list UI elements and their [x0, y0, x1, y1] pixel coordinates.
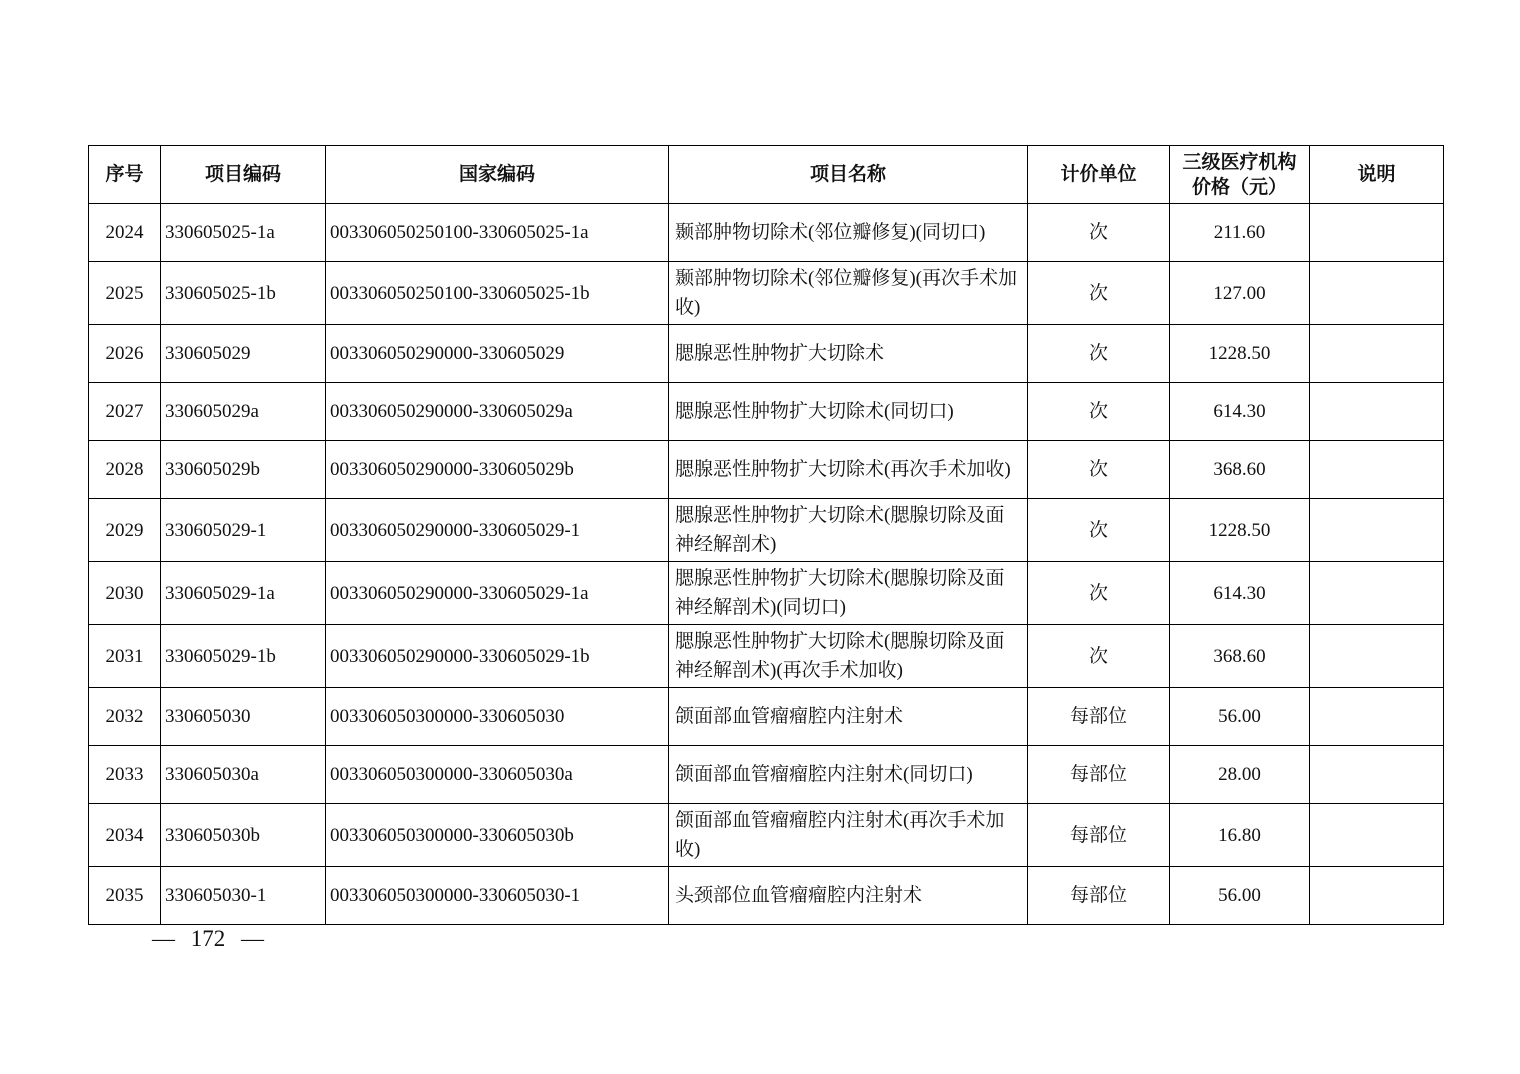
unit-cell: 次	[1028, 499, 1170, 562]
unit-cell: 次	[1028, 204, 1170, 262]
table-row	[89, 383, 1444, 441]
project-name-cell: 颌面部血管瘤瘤腔内注射术	[669, 688, 1028, 746]
national-code-cell: 003306050300000-330605030-1	[326, 867, 669, 925]
price-cell: 1228.50	[1170, 499, 1310, 562]
col-header-note: 说明	[1310, 146, 1444, 204]
unit-cell: 每部位	[1028, 804, 1170, 867]
national-code-cell: 003306050300000-330605030a	[326, 746, 669, 804]
project-name-cell: 颞部肿物切除术(邻位瓣修复)(再次手术加收)	[669, 262, 1028, 325]
seq-cell: 2026	[89, 325, 161, 383]
national-code-cell: 003306050300000-330605030	[326, 688, 669, 746]
note-cell	[1310, 804, 1444, 867]
price-cell: 56.00	[1170, 688, 1310, 746]
project-code-cell: 330605029-1	[161, 499, 326, 562]
national-code-cell: 003306050290000-330605029-1b	[326, 625, 669, 688]
national-code-cell: 003306050290000-330605029b	[326, 441, 669, 499]
project-name-cell: 头颈部位血管瘤瘤腔内注射术	[669, 867, 1028, 925]
seq-cell: 2034	[89, 804, 161, 867]
note-cell	[1310, 204, 1444, 262]
seq-cell: 2025	[89, 262, 161, 325]
col-header-unit: 计价单位	[1028, 146, 1170, 204]
national-code-cell: 003306050290000-330605029-1a	[326, 562, 669, 625]
seq-cell: 2024	[89, 204, 161, 262]
project-code-cell: 330605029-1b	[161, 625, 326, 688]
unit-cell: 次	[1028, 625, 1170, 688]
unit-cell: 次	[1028, 441, 1170, 499]
price-cell: 614.30	[1170, 562, 1310, 625]
table-row	[89, 746, 1444, 804]
price-cell: 16.80	[1170, 804, 1310, 867]
seq-cell: 2035	[89, 867, 161, 925]
seq-cell: 2031	[89, 625, 161, 688]
seq-cell: 2033	[89, 746, 161, 804]
page-number: — 172 —	[152, 926, 264, 951]
price-cell: 127.00	[1170, 262, 1310, 325]
medical-price-table	[88, 145, 1444, 925]
note-cell	[1310, 262, 1444, 325]
table-row	[89, 625, 1444, 688]
price-cell: 1228.50	[1170, 325, 1310, 383]
table-row	[89, 867, 1444, 925]
note-cell	[1310, 441, 1444, 499]
project-name-cell: 颌面部血管瘤瘤腔内注射术(再次手术加收)	[669, 804, 1028, 867]
note-cell	[1310, 499, 1444, 562]
unit-cell: 每部位	[1028, 867, 1170, 925]
unit-cell: 次	[1028, 562, 1170, 625]
col-header-seq: 序号	[89, 146, 161, 204]
project-name-cell: 颌面部血管瘤瘤腔内注射术(同切口)	[669, 746, 1028, 804]
table-row	[89, 499, 1444, 562]
note-cell	[1310, 562, 1444, 625]
project-name-cell: 腮腺恶性肿物扩大切除术	[669, 325, 1028, 383]
price-cell: 28.00	[1170, 746, 1310, 804]
project-code-cell: 330605029a	[161, 383, 326, 441]
seq-cell: 2027	[89, 383, 161, 441]
national-code-cell: 003306050300000-330605030b	[326, 804, 669, 867]
project-code-cell: 330605030	[161, 688, 326, 746]
national-code-cell: 003306050290000-330605029	[326, 325, 669, 383]
col-header-national-code: 国家编码	[326, 146, 669, 204]
unit-cell: 次	[1028, 262, 1170, 325]
price-cell: 614.30	[1170, 383, 1310, 441]
price-cell: 56.00	[1170, 867, 1310, 925]
table-row	[89, 688, 1444, 746]
price-cell: 211.60	[1170, 204, 1310, 262]
project-code-cell: 330605029-1a	[161, 562, 326, 625]
project-name-cell: 腮腺恶性肿物扩大切除术(腮腺切除及面神经解剖术)(同切口)	[669, 562, 1028, 625]
unit-cell: 每部位	[1028, 746, 1170, 804]
project-code-cell: 330605030b	[161, 804, 326, 867]
note-cell	[1310, 746, 1444, 804]
national-code-cell: 003306050290000-330605029-1	[326, 499, 669, 562]
project-code-cell: 330605029b	[161, 441, 326, 499]
price-cell: 368.60	[1170, 625, 1310, 688]
table-row	[89, 325, 1444, 383]
project-name-cell: 腮腺恶性肿物扩大切除术(再次手术加收)	[669, 441, 1028, 499]
table-row	[89, 262, 1444, 325]
project-name-cell: 颞部肿物切除术(邻位瓣修复)(同切口)	[669, 204, 1028, 262]
project-code-cell: 330605025-1b	[161, 262, 326, 325]
table-row	[89, 562, 1444, 625]
unit-cell: 每部位	[1028, 688, 1170, 746]
table-row	[89, 441, 1444, 499]
note-cell	[1310, 383, 1444, 441]
national-code-cell: 003306050290000-330605029a	[326, 383, 669, 441]
seq-cell: 2028	[89, 441, 161, 499]
note-cell	[1310, 688, 1444, 746]
unit-cell: 次	[1028, 383, 1170, 441]
project-code-cell: 330605025-1a	[161, 204, 326, 262]
price-cell: 368.60	[1170, 441, 1310, 499]
table-row	[89, 204, 1444, 262]
seq-cell: 2030	[89, 562, 161, 625]
project-name-cell: 腮腺恶性肿物扩大切除术(腮腺切除及面神经解剖术)(再次手术加收)	[669, 625, 1028, 688]
table-header-row	[89, 146, 1444, 204]
col-header-project-code: 项目编码	[161, 146, 326, 204]
unit-cell: 次	[1028, 325, 1170, 383]
project-name-cell: 腮腺恶性肿物扩大切除术(同切口)	[669, 383, 1028, 441]
project-code-cell: 330605029	[161, 325, 326, 383]
seq-cell: 2032	[89, 688, 161, 746]
note-cell	[1310, 867, 1444, 925]
col-header-price: 三级医疗机构价格（元）	[1170, 146, 1310, 204]
seq-cell: 2029	[89, 499, 161, 562]
note-cell	[1310, 325, 1444, 383]
col-header-project-name: 项目名称	[669, 146, 1028, 204]
note-cell	[1310, 625, 1444, 688]
project-name-cell: 腮腺恶性肿物扩大切除术(腮腺切除及面神经解剖术)	[669, 499, 1028, 562]
project-code-cell: 330605030-1	[161, 867, 326, 925]
national-code-cell: 003306050250100-330605025-1a	[326, 204, 669, 262]
table-row	[89, 804, 1444, 867]
project-code-cell: 330605030a	[161, 746, 326, 804]
national-code-cell: 003306050250100-330605025-1b	[326, 262, 669, 325]
